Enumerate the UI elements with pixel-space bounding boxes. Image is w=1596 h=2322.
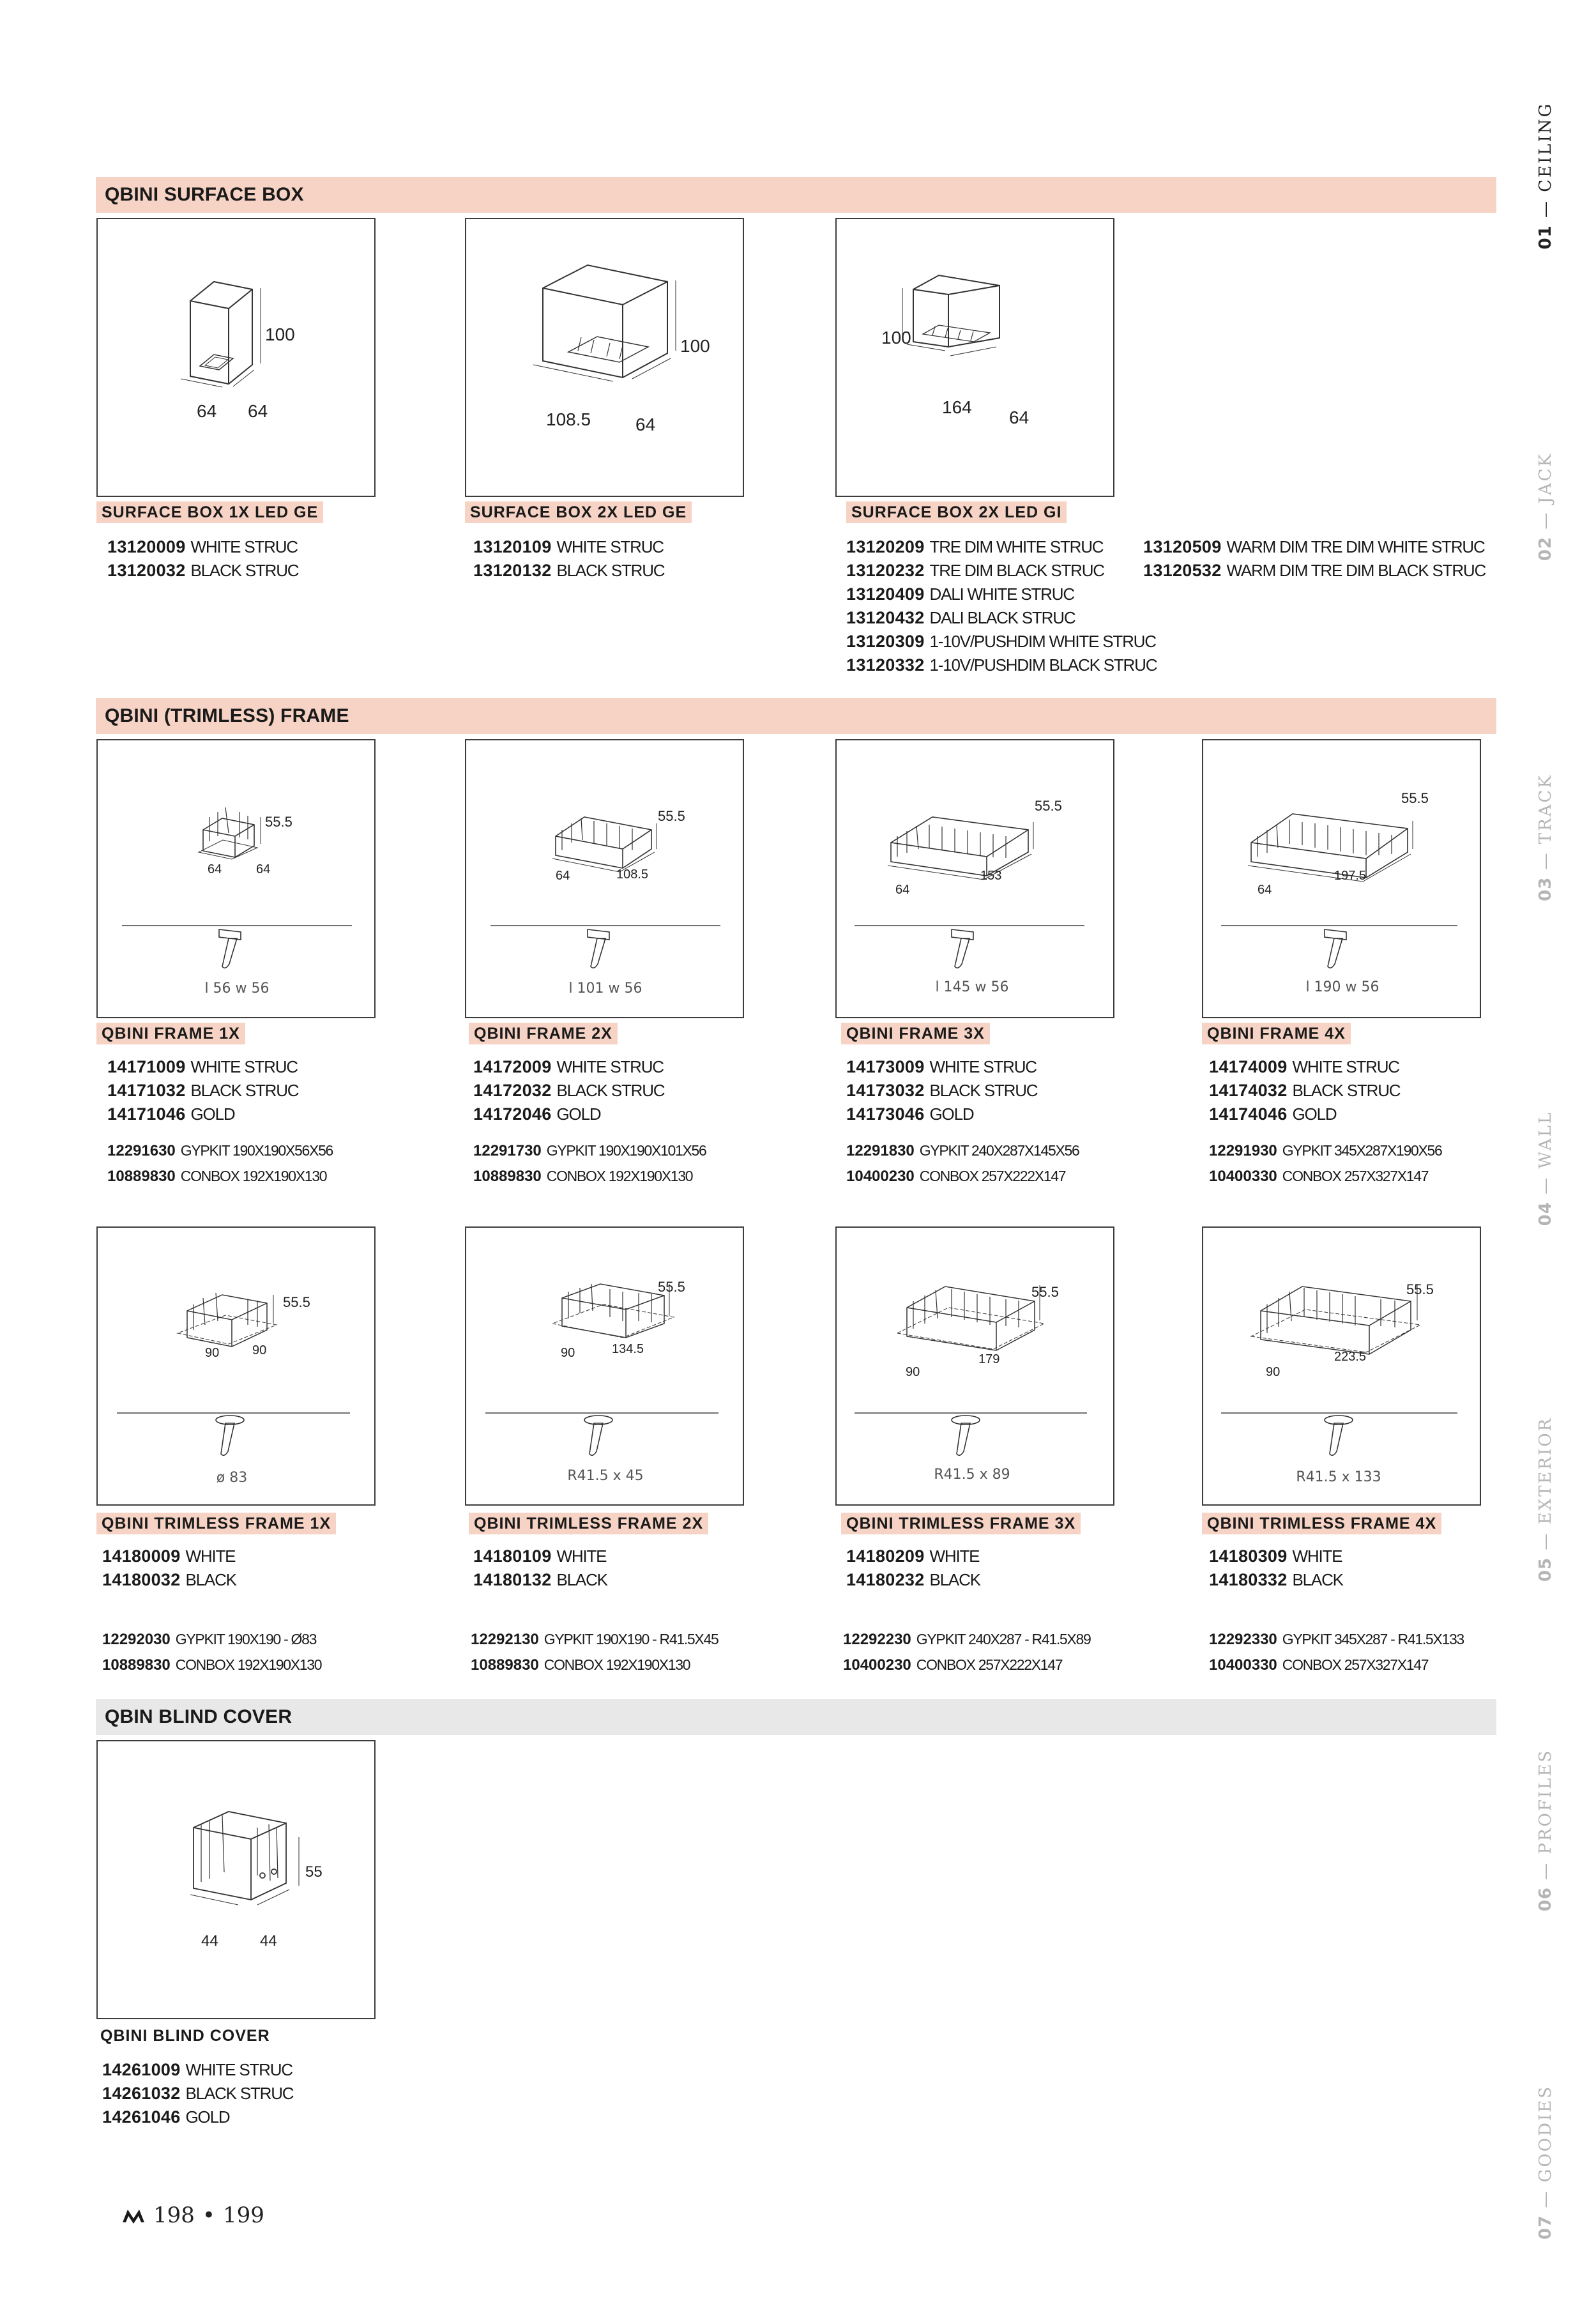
svg-text:55.5: 55.5	[265, 814, 293, 830]
svg-text:44: 44	[260, 1932, 277, 1950]
svg-text:64: 64	[208, 862, 222, 876]
accessory-codes: 12291930 GYPKIT 345X287X190X56 10400330 CONBOX 257X327X147	[1209, 1142, 1442, 1185]
accessory-codes: 12292130 GYPKIT 190X190 - R41.5X45 10889830 CONBOX 192X190X130	[471, 1631, 718, 1674]
svg-text:l 190 w 56: l 190 w 56	[1305, 979, 1379, 995]
svg-text:l 101 w 56: l 101 w 56	[568, 981, 642, 997]
article-codes: 14174009 WHITE STRUC 14174032 BLACK STRUC 14174046 GOLD	[1209, 1057, 1401, 1124]
product-drawing-blind-cover	[96, 1740, 376, 2019]
svg-text:55.5: 55.5	[1031, 1284, 1059, 1300]
accessory-codes: 12292330 GYPKIT 345X287 - R41.5X133 10400330 CONBOX 257X327X147	[1209, 1631, 1464, 1674]
nav-item-ceiling[interactable]: 01 — CEILING	[1536, 102, 1555, 250]
svg-text:55.5: 55.5	[658, 1279, 685, 1295]
product-label: QBINI BLIND COVER	[100, 2027, 270, 2045]
svg-text:100: 100	[680, 336, 710, 356]
svg-text:64: 64	[256, 862, 271, 876]
svg-text:l 145 w 56: l 145 w 56	[935, 979, 1009, 995]
product-label: QBINI TRIMLESS FRAME 2X	[469, 1513, 708, 1534]
article-codes: 13120009 WHITE STRUC 13120032 BLACK STRUC	[107, 537, 299, 580]
accessory-codes: 12291730 GYPKIT 190X190X101X56 10889830 CONBOX 192X190X130	[473, 1142, 706, 1185]
page-number: 198 • 199	[121, 2203, 264, 2228]
article-codes: 14171009 WHITE STRUC 14171032 BLACK STRUC 14171046 GOLD	[107, 1057, 299, 1124]
svg-text:64: 64	[1258, 883, 1272, 897]
svg-text:R41.5 x 133: R41.5 x 133	[1296, 1469, 1381, 1485]
svg-text:179: 179	[978, 1352, 1000, 1366]
product-drawing-frame-4x	[1202, 739, 1481, 1018]
cutout-caption: l 56 w 56	[204, 981, 270, 997]
svg-text:64: 64	[635, 415, 656, 434]
accessory-codes: 12291630 GYPKIT 190X190X56X56 10889830 CONBOX 192X190X130	[107, 1142, 333, 1185]
chapter-nav	[1520, 0, 1571, 2322]
nav-item-jack[interactable]: 02 — JACK	[1536, 452, 1555, 561]
accessory-codes: 12292030 GYPKIT 190X190 - Ø83 10889830 CONBOX 192X190X130	[102, 1631, 322, 1674]
product-drawing-surface-box-2x-ge	[465, 218, 744, 497]
svg-text:R41.5 x 89: R41.5 x 89	[934, 1467, 1010, 1483]
svg-text:100: 100	[881, 328, 911, 348]
product-label: SURFACE BOX 2X LED GI	[846, 501, 1067, 523]
product-drawing-trimless-3x	[835, 1226, 1114, 1506]
svg-text:223.5: 223.5	[1334, 1350, 1367, 1364]
svg-text:108.5: 108.5	[616, 867, 649, 882]
nav-item-goodies[interactable]: 07 — GOODIES	[1536, 2084, 1555, 2240]
svg-text:ø 83: ø 83	[216, 1470, 248, 1486]
nav-item-track[interactable]: 03 — TRACK	[1536, 774, 1555, 901]
surface-box-2x-gi-drawing	[837, 219, 1113, 496]
dim-depth: 64	[248, 401, 268, 421]
nav-item-profiles[interactable]: 06 — PROFILES	[1536, 1748, 1555, 1912]
svg-text:134.5: 134.5	[612, 1342, 644, 1356]
svg-text:90: 90	[252, 1343, 267, 1357]
accessory-codes: 12292230 GYPKIT 240X287 - R41.5X89 10400230 CONBOX 257X222X147	[843, 1631, 1091, 1674]
article-codes: 14180309 WHITE 14180332 BLACK	[1209, 1547, 1343, 1589]
product-label: QBINI FRAME 4X	[1202, 1023, 1351, 1044]
nav-item-wall[interactable]: 04 — WALL	[1536, 1110, 1555, 1226]
dim-height: 100	[265, 325, 295, 344]
accessory-codes: 12291830 GYPKIT 240X287X145X56 10400230 CONBOX 257X222X147	[846, 1142, 1079, 1185]
svg-text:55.5: 55.5	[283, 1294, 310, 1310]
article-codes: 14173009 WHITE STRUC 14173032 BLACK STRUC 14173046 GOLD	[846, 1057, 1038, 1124]
article-codes: 14261009 WHITE STRUC 14261032 BLACK STRUC 14261046 GOLD	[102, 2060, 294, 2127]
svg-text:90: 90	[906, 1365, 920, 1379]
svg-text:164: 164	[942, 397, 972, 417]
product-label: QBINI FRAME 3X	[841, 1023, 990, 1044]
product-drawing-frame-2x	[465, 739, 744, 1018]
svg-text:44: 44	[201, 1932, 218, 1950]
svg-text:90: 90	[561, 1346, 575, 1360]
svg-text:R41.5 x 45: R41.5 x 45	[567, 1468, 644, 1484]
product-drawing-frame-1x	[96, 739, 376, 1018]
article-codes: 14180109 WHITE 14180132 BLACK	[473, 1547, 607, 1589]
product-label: QBINI TRIMLESS FRAME 3X	[841, 1513, 1081, 1534]
product-label: SURFACE BOX 2X LED GE	[465, 501, 692, 523]
brand-logo-icon	[121, 2207, 146, 2224]
product-drawing-surface-box-1x	[96, 218, 376, 497]
svg-text:90: 90	[205, 1346, 220, 1360]
section-title-frame: QBINI (TRIMLESS) FRAME	[96, 698, 1496, 734]
article-codes-extra: 13120509 WARM DIM TRE DIM WHITE STRUC 13120532 WARM DIM TRE DIM BLACK STRUC	[1143, 537, 1486, 580]
svg-text:55: 55	[305, 1863, 323, 1881]
product-drawing-trimless-4x	[1202, 1226, 1481, 1506]
svg-text:64: 64	[1009, 408, 1030, 427]
svg-text:55.5: 55.5	[1401, 790, 1429, 806]
svg-text:64: 64	[556, 869, 570, 883]
product-drawing-trimless-2x	[465, 1226, 744, 1506]
product-drawing-frame-3x	[835, 739, 1114, 1018]
article-codes: 14172009 WHITE STRUC 14172032 BLACK STRUC 14172046 GOLD	[473, 1057, 665, 1124]
section-title-blind-cover: QBIN BLIND COVER	[96, 1699, 1496, 1735]
article-codes: 14180209 WHITE 14180232 BLACK	[846, 1547, 980, 1589]
product-label: QBINI TRIMLESS FRAME 1X	[96, 1513, 336, 1534]
dim-width: 64	[197, 401, 217, 421]
product-drawing-trimless-1x	[96, 1226, 376, 1506]
surface-box-1x-drawing	[98, 219, 374, 496]
section-title-surface-box: QBINI SURFACE BOX	[96, 177, 1496, 213]
product-label: QBINI FRAME 2X	[469, 1023, 618, 1044]
svg-text:64: 64	[895, 883, 910, 897]
svg-text:55.5: 55.5	[1406, 1281, 1434, 1297]
svg-text:90: 90	[1266, 1365, 1281, 1379]
product-label: QBINI TRIMLESS FRAME 4X	[1202, 1513, 1441, 1534]
product-label: QBINI FRAME 1X	[96, 1023, 245, 1044]
article-codes: 13120209 TRE DIM WHITE STRUC 13120232 TRE DIM BLACK STRUC 13120409 DALI WHITE STRUC 13120432 DALI BLACK STRUC 13120309 1-10V/PUSHDIM WHITE STRUC 13120332 1-10V/PUSHDIM BLACK STRUC	[846, 537, 1157, 675]
article-codes: 13120109 WHITE STRUC 13120132 BLACK STRUC	[473, 537, 665, 580]
svg-text:197.5: 197.5	[1334, 869, 1367, 883]
svg-text:55.5: 55.5	[658, 808, 685, 824]
product-label: SURFACE BOX 1X LED GE	[96, 501, 323, 523]
svg-text:108.5: 108.5	[546, 409, 591, 429]
surface-box-2x-drawing	[466, 219, 743, 496]
svg-text:55.5: 55.5	[1035, 798, 1062, 814]
product-drawing-surface-box-2x-gi	[835, 218, 1114, 497]
nav-item-exterior[interactable]: 05 — EXTERIOR	[1536, 1416, 1555, 1582]
svg-text:153: 153	[980, 869, 1002, 883]
article-codes: 14180009 WHITE 14180032 BLACK	[102, 1547, 236, 1589]
